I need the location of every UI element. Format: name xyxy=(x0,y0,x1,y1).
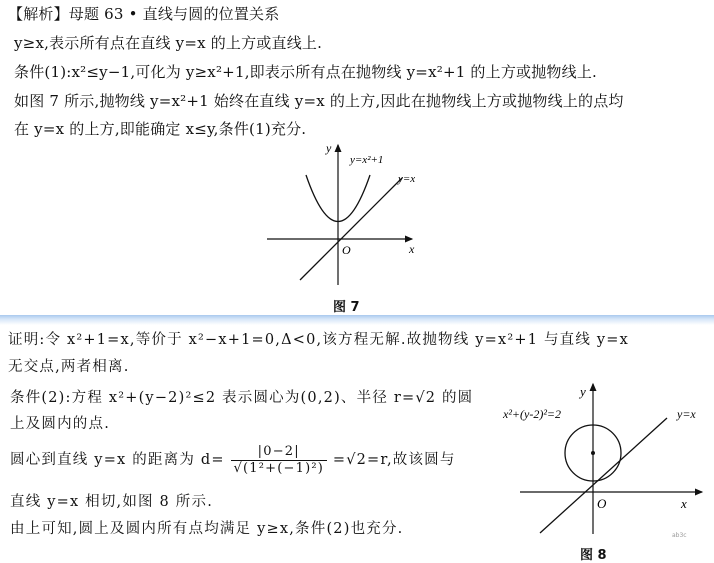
text-line-4: 在 y=x 的上方,即能确定 x≤y,条件(1)充分. xyxy=(14,120,307,138)
line-y-equals-x xyxy=(540,418,667,533)
section-separator xyxy=(0,315,714,325)
origin-label: O xyxy=(342,243,351,257)
line-y-equals-x xyxy=(300,178,402,280)
text-line-2: 条件(1):x²≤y−1,可化为 y≥x²+1,即表示所有点在抛物线 y=x²+1 的上方或抛物线上. xyxy=(14,63,597,81)
distance-suffix: =√2=r,故该圆与 xyxy=(332,452,456,468)
x-axis-label: x xyxy=(409,242,415,256)
text-line-1: y≥x,表示所有点在直线 y=x 的上方或直线上. xyxy=(14,34,323,52)
fraction-numerator: |0−2| xyxy=(231,444,328,461)
fraction-denominator: √(1²+(−1)²) xyxy=(233,460,325,476)
condition2-line-1: 条件(2):方程 x²+(y−2)²≤2 表示圆心为(0,2)、半径 r=√2 的圆 xyxy=(10,390,474,406)
y-axis-label: y xyxy=(326,141,332,155)
circle-center-dot xyxy=(591,451,595,455)
tangent-line: 直线 y=x 相切,如图 8 所示. xyxy=(10,494,213,510)
distance-line xyxy=(10,443,456,477)
figure-7-caption: 图 7 xyxy=(333,300,360,315)
x-axis-label: x xyxy=(681,496,687,511)
distance-prefix: 圆心到直线 y=x 的距离为 d= xyxy=(10,452,225,468)
conclusion-line: 由上可知,圆上及圆内所有点均满足 y≥x,条件(2)也充分. xyxy=(10,521,404,537)
parabola-label: y=x²+1 xyxy=(350,154,384,166)
line-label: y=x xyxy=(398,173,416,185)
y-axis-label: y xyxy=(580,384,586,399)
origin-label: O xyxy=(597,496,607,511)
proof-line-2: 无交点,两者相离. xyxy=(8,359,130,375)
analysis-title: 【解析】母题 63 • 直线与圆的位置关系 xyxy=(8,5,280,23)
line-label: y=x xyxy=(677,407,696,421)
figure-7-graph xyxy=(262,140,422,290)
watermark: ab3c xyxy=(672,532,687,539)
distance-fraction xyxy=(231,444,328,477)
proof-line-1: 证明:令 x²+1=x,等价于 x²−x+1=0,Δ<0,该方程无解.故抛物线 y=x²+1 与直线 y=x xyxy=(8,332,629,348)
text-line-3: 如图 7 所示,抛物线 y=x²+1 始终在直线 y=x 的上方,因此在抛物线上方或抛物线上的点均 xyxy=(14,92,624,110)
circle-equation-label: x²+(y-2)²=2 xyxy=(503,407,562,421)
figure-8-graph xyxy=(495,378,710,538)
condition2-line-2: 上及圆内的点. xyxy=(10,416,111,432)
figure-8-caption: 图 8 xyxy=(580,548,607,563)
